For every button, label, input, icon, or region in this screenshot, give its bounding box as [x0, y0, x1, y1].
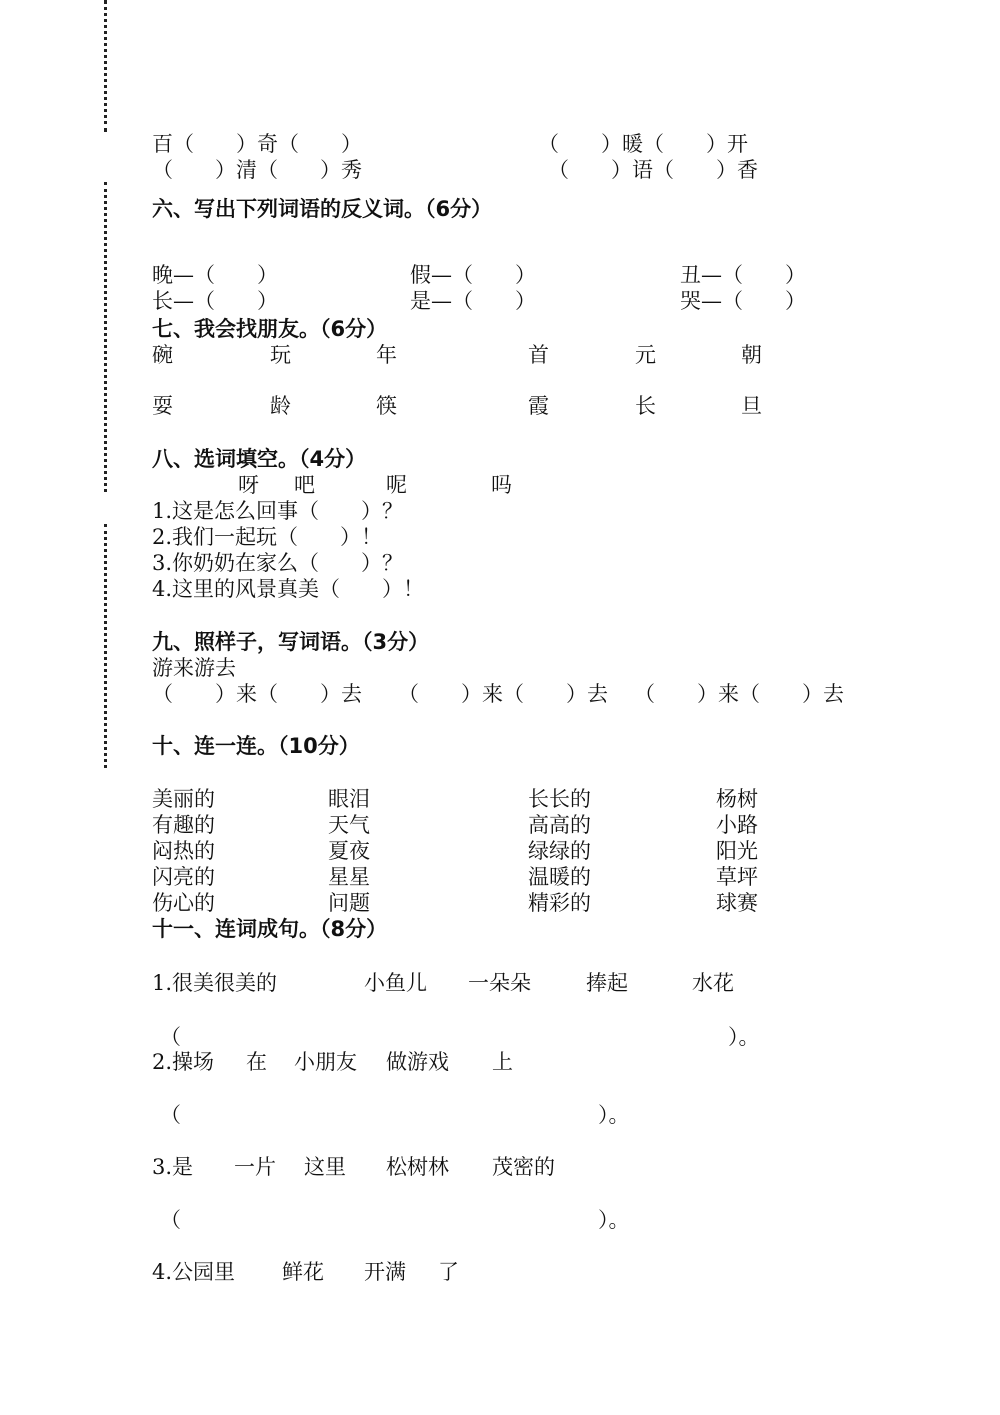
- section-9-heading: 九、照样子，写词语。（3分）: [152, 630, 430, 654]
- connect-word: 球赛: [716, 891, 758, 915]
- fill-sentence: 3.你奶奶在家么（ ）？: [152, 551, 404, 575]
- idiom-right-1: （ ）暖（ ）开: [538, 132, 748, 156]
- sentence-word: 一片: [234, 1155, 276, 1179]
- connect-word: 闪亮的: [152, 865, 215, 889]
- answer-close-paren: ）。: [598, 1208, 630, 1232]
- idiom-right-2: （ ）语（ ）香: [548, 158, 758, 182]
- example-word: 游来游去: [152, 656, 236, 680]
- sentence-word: 鲜花: [282, 1260, 324, 1284]
- choice-word: 吗: [491, 473, 512, 497]
- pattern-blank: （ ）来（ ）去: [152, 682, 362, 706]
- sentence-word: 小朋友: [294, 1050, 357, 1074]
- connect-word: 温暖的: [528, 865, 591, 889]
- antonym-item: 晚—（ ）: [152, 263, 278, 287]
- connect-word: 天气: [328, 813, 370, 837]
- answer-close-paren: ）。: [728, 1025, 760, 1049]
- sentence-word: 水花: [692, 971, 734, 995]
- sentence-word: 松树林: [386, 1155, 449, 1179]
- connect-word: 伤心的: [152, 891, 215, 915]
- answer-open-paren: （: [160, 1103, 181, 1127]
- match-char: 碗: [152, 343, 173, 367]
- section-11-heading: 十一、连词成句。（8分）: [152, 917, 388, 941]
- sentence-word: 1.很美很美的: [152, 971, 278, 995]
- connect-word: 绿绿的: [528, 839, 591, 863]
- match-char: 年: [376, 343, 397, 367]
- fill-sentence: 1.这是怎么回事（ ）？: [152, 499, 404, 523]
- sentence-word: 做游戏: [386, 1050, 449, 1074]
- fill-sentence: 4.这里的风景真美（ ）！: [152, 577, 425, 601]
- binding-dotted-line-bottom: [104, 524, 107, 768]
- sentence-word: 小鱼儿: [364, 971, 427, 995]
- connect-word: 闷热的: [152, 839, 215, 863]
- connect-word: 眼泪: [328, 787, 370, 811]
- connect-word: 草坪: [716, 865, 758, 889]
- choice-word: 呢: [386, 473, 407, 497]
- answer-close-paren: ）。: [598, 1103, 630, 1127]
- sentence-word: 上: [492, 1050, 513, 1074]
- connect-word: 星星: [328, 865, 370, 889]
- sentence-word: 茂密的: [492, 1155, 555, 1179]
- choice-word: 吧: [294, 473, 315, 497]
- antonym-item: 哭—（ ）: [680, 289, 806, 313]
- match-char: 朝: [741, 343, 762, 367]
- answer-open-paren: （: [160, 1208, 181, 1232]
- connect-word: 问题: [328, 891, 370, 915]
- section-8-heading: 八、选词填空。（4分）: [152, 447, 367, 471]
- idiom-left-1: 百（ ）奇（ ）: [152, 132, 362, 156]
- choice-word: 呀: [238, 473, 259, 497]
- antonym-item: 长—（ ）: [152, 289, 278, 313]
- binding-dotted-line-middle: [104, 182, 107, 492]
- match-char: 筷: [376, 394, 397, 418]
- antonym-item: 假—（ ）: [410, 263, 536, 287]
- match-char: 长: [635, 394, 656, 418]
- match-char: 龄: [270, 394, 291, 418]
- sentence-word: 开满: [364, 1260, 406, 1284]
- sentence-word: 了: [438, 1260, 459, 1284]
- connect-word: 长长的: [528, 787, 591, 811]
- antonym-item: 丑—（ ）: [680, 263, 806, 287]
- sentence-word: 这里: [304, 1155, 346, 1179]
- connect-word: 高高的: [528, 813, 591, 837]
- match-char: 元: [635, 343, 656, 367]
- connect-word: 阳光: [716, 839, 758, 863]
- pattern-blank: （ ）来（ ）去: [398, 682, 608, 706]
- match-char: 霞: [528, 394, 549, 418]
- idiom-left-2: （ ）清（ ）秀: [152, 158, 362, 182]
- match-char: 旦: [741, 394, 762, 418]
- section-10-heading: 十、连一连。（10分）: [152, 734, 360, 758]
- sentence-word: 4.公园里: [152, 1260, 236, 1284]
- pattern-blank: （ ）来（ ）去: [634, 682, 844, 706]
- connect-word: 美丽的: [152, 787, 215, 811]
- section-7-heading: 七、我会找朋友。（6分）: [152, 317, 388, 341]
- match-char: 玩: [270, 343, 291, 367]
- binding-dotted-line-top: [104, 0, 107, 132]
- sentence-word: 2.操场: [152, 1050, 215, 1074]
- sentence-word: 一朵朵: [468, 971, 531, 995]
- sentence-word: 在: [246, 1050, 267, 1074]
- section-6-heading: 六、写出下列词语的反义词。（6分）: [152, 197, 493, 221]
- sentence-word: 捧起: [586, 971, 628, 995]
- match-char: 耍: [152, 394, 173, 418]
- fill-sentence: 2.我们一起玩（ ）！: [152, 525, 383, 549]
- answer-open-paren: （: [160, 1025, 181, 1049]
- connect-word: 有趣的: [152, 813, 215, 837]
- antonym-item: 是—（ ）: [410, 289, 536, 313]
- sentence-word: 3.是: [152, 1155, 194, 1179]
- connect-word: 夏夜: [328, 839, 370, 863]
- match-char: 首: [528, 343, 549, 367]
- connect-word: 杨树: [716, 787, 758, 811]
- connect-word: 小路: [716, 813, 758, 837]
- connect-word: 精彩的: [528, 891, 591, 915]
